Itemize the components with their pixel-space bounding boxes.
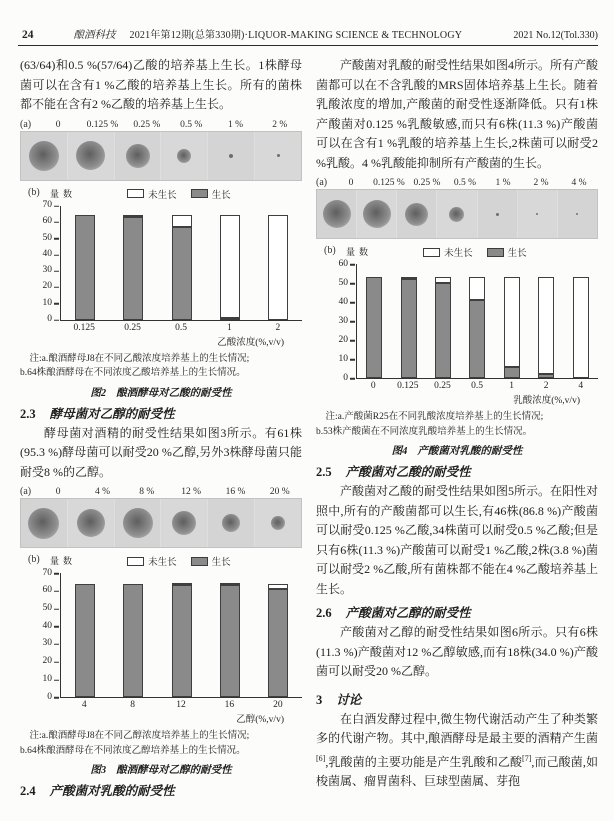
y-tick-label: 30 [338, 315, 348, 326]
bar-slot [61, 573, 109, 697]
bar-slot [206, 206, 254, 320]
y-tick-label: 40 [42, 620, 52, 631]
paragraph-acetic-tolerance: (63/64)和0.5 %(57/64)乙酸的培养基上生长。1株酵母菌可以在含有1 %乙酸的培养基上生长。所有的菌株都不能在含有2 %乙酸的培养基上生长。 [20, 58, 302, 111]
concentration-label: 2 % [272, 119, 288, 130]
y-axis-label: 数量 [345, 247, 368, 258]
bar-slot [391, 264, 425, 378]
stacked-bar [573, 264, 589, 378]
stacked-bar [435, 264, 451, 378]
y-tick-label: 10 [338, 353, 348, 364]
plot-area [356, 264, 598, 379]
legend-swatch [191, 557, 208, 566]
legend-label: 生长 [211, 190, 231, 201]
concentration-label: 12 % [181, 487, 202, 497]
figure-2a-petri-strip [20, 119, 302, 181]
stacked-bar [469, 264, 485, 378]
page-number: 24 [22, 29, 34, 41]
x-tick-label: 1 [227, 322, 232, 333]
grown-segment [435, 283, 451, 378]
section-2-4-heading: 2.4 产酸菌对乳酸的耐受性 [20, 784, 175, 798]
concentration-labels [36, 487, 302, 497]
grown-segment [268, 589, 288, 697]
figure-4a-petri-strip [316, 177, 598, 239]
colony-spot [76, 141, 105, 170]
y-tick-label: 50 [42, 232, 52, 243]
bar-slot [564, 264, 598, 378]
issue-line: 2021年第12期(总第330期)·LIQUOR-MAKING SCIENCE & TECHNOLOGY [129, 30, 463, 41]
figure-3-caption: 图3 酿酒酵母对乙醇的耐受性 [90, 765, 232, 776]
stacked-bar [504, 264, 520, 378]
petri-dish-panel [317, 190, 357, 238]
figure-2-note: 注:a.酿酒酵母J8在不同乙酸浓度培养基上的生长情况; b.64株酿酒酵母在不同浓度乙酸培养基上的生长情况。 [20, 353, 250, 378]
x-tick-label: 0 [370, 381, 376, 391]
paragraph-acetic-tolerance-acid-bacteria: 产酸菌对乙酸的耐受性结果如图5所示。在阳性对照中,所有的产酸菌都可以生长,有46株(86.8 %)产酸菌可以耐受0.125 %乙酸,34株菌可以耐受0.5 %乙酸;但是只有6株(11.3 %)产酸菌可以耐受1 %乙酸,2株(3.8 %)菌可以耐受2 %乙酸,所有菌株都不能在4 %乙酸培养基上生长。 [316, 484, 599, 596]
bar-slot [157, 206, 205, 320]
section-2-5-heading: 2.5 产酸菌对乙酸的耐受性 [316, 465, 471, 479]
stacked-bar [268, 206, 288, 320]
x-tick-labels [60, 323, 302, 333]
grown-segment [172, 585, 192, 697]
chart-legend [127, 554, 231, 568]
x-tick-label: 20 [273, 700, 283, 710]
petri-dish-panel [255, 132, 301, 180]
figure-4-note: 注:a.产酸菌R25在不同乳酸浓度培养基上的生长情况; b.53株产酸菌在不同浓度乳酸培养基上的生长情况。 [316, 412, 544, 437]
stacked-bar [75, 573, 95, 697]
legend-item [127, 554, 177, 568]
stacked-bar [268, 573, 288, 697]
petri-dish-panel [21, 499, 68, 547]
grown-segment [220, 585, 240, 697]
legend-swatch [127, 557, 144, 566]
panel-b-label: (b) [28, 186, 40, 198]
concentration-label: 8 % [139, 487, 155, 497]
y-tick-label: 20 [42, 281, 52, 292]
petri-dish-panel [518, 190, 558, 238]
concentration-label: 4 % [94, 487, 111, 497]
grown-segment [538, 374, 554, 378]
x-tick-labels [356, 381, 598, 391]
colony-spot [323, 200, 351, 228]
concentration-label: 0.125 % [86, 119, 119, 130]
grown-segment [75, 215, 95, 319]
concentration-label: 1 % [495, 178, 511, 188]
y-tick-label: 70 [42, 567, 52, 578]
legend-item [423, 245, 473, 259]
petri-dish-panel [161, 499, 208, 547]
bar-slot [357, 264, 391, 378]
grown-segment [123, 584, 143, 697]
x-tick-label: 0.5 [175, 322, 187, 333]
concentration-label: 2 % [533, 178, 549, 188]
concentration-label: 0.5 % [180, 119, 203, 130]
concentration-label: 20 % [269, 487, 290, 497]
x-tick-label: 2 [275, 322, 281, 333]
x-axis-label: 乙醇(%,v/v) [236, 715, 284, 725]
colony-spot [222, 514, 240, 532]
page-header [22, 26, 598, 42]
stacked-bar [366, 264, 382, 378]
colony-spot [271, 516, 285, 530]
bar-slot [426, 264, 460, 378]
grown-segment [220, 318, 240, 320]
x-tick-label: 4 [578, 381, 584, 391]
petri-dish-panel [21, 132, 68, 180]
legend-item [191, 554, 231, 568]
concentration-label: 1 % [227, 119, 243, 130]
panel-a-label: (a) [316, 177, 328, 188]
petri-dish-images [316, 189, 598, 239]
x-tick-label: 0.25 [124, 322, 141, 333]
legend-label: 生长 [507, 249, 527, 259]
reference-6: [6] [316, 753, 326, 763]
figure-2-caption: 图2 酿酒酵母对乙酸的耐受性 [90, 387, 232, 399]
y-tick-label: 0 [47, 691, 52, 702]
grown-segment [75, 584, 95, 697]
stacked-bar [220, 206, 240, 320]
stacked-bar [538, 264, 554, 378]
colony-spot [172, 511, 196, 535]
bar-slot [109, 573, 157, 697]
paragraph-discussion: 在白酒发酵过程中,微生物代谢活动产生了种类繁多的代谢产物。其中,酿酒酵母是最主要的酒精产生菌[6],乳酸菌的主要功能是产生乳酸和乙酸[7],而己酸菌,如梭菌属、瘤胃菌科、巨球型菌属、芽孢 [316, 711, 598, 788]
colony-spot [229, 154, 233, 158]
section-2-6-heading: 2.6 产酸菌对乙醇的耐受性 [316, 606, 471, 620]
not-grown-segment [469, 277, 485, 300]
stacked-bar [220, 573, 240, 697]
grown-segment [123, 217, 143, 320]
colony-spot [496, 213, 499, 216]
x-tick-label: 16 [224, 700, 235, 710]
colony-spot [405, 203, 428, 226]
right-column [316, 54, 598, 801]
petri-dish-panel [115, 499, 162, 547]
concentration-label: 0 [55, 119, 61, 130]
petri-dish-panel [208, 132, 255, 180]
y-tick-label: 70 [42, 199, 52, 210]
y-tick-label: 10 [42, 297, 52, 308]
paragraph-lactic-tolerance: 产酸菌对乳酸的耐受性结果如图4所示。所有产酸菌都可以在不含乳酸的MRS固体培养基上生长。随着乳酸浓度的增加,产酸菌的耐受性逐渐降低。只有1株产酸菌对0.125 %乳酸敏感,而只有6株(11.3 %)产酸菌可以在含有1 %乳酸的培养基上生长,2株菌可以耐受2 %乳酸。4 %乳酸能抑制所有产酸菌的生长。 [316, 58, 599, 170]
y-tick-label: 50 [338, 277, 348, 288]
concentration-labels [36, 120, 302, 130]
colony-spot [536, 213, 538, 215]
not-grown-segment [504, 277, 520, 366]
colony-spot [126, 144, 150, 168]
y-axis-label: 数量 [49, 556, 72, 567]
y-tick-label: 10 [42, 673, 52, 684]
y-tick-label: 20 [42, 655, 52, 666]
colony-spot [29, 141, 59, 171]
y-tick-label: 60 [42, 584, 52, 595]
not-grown-segment [538, 277, 554, 374]
grown-segment [172, 227, 192, 320]
panel-b-label: (b) [28, 554, 40, 565]
not-grown-segment [573, 277, 589, 378]
paragraph-ethanol-tolerance-yeast: 酵母菌对酒精的耐受性结果如图3所示。有61株(95.3 %)酵母菌可以耐受20 %乙醇,另外3株酵母菌只能耐受8 %的乙醇。 [20, 425, 302, 479]
x-tick-label: 0.5 [471, 381, 483, 391]
y-tick-label: 20 [338, 334, 348, 345]
figure-4b-bar-chart [316, 245, 598, 406]
y-tick-label: 50 [42, 602, 52, 613]
bar-slot [254, 573, 302, 697]
chart-legend [127, 187, 231, 201]
y-tick-label: 30 [42, 638, 52, 649]
legend-label: 未生长 [148, 190, 177, 201]
x-tick-label: 12 [176, 700, 186, 710]
legend-label: 未生长 [148, 558, 177, 568]
petri-dish-panel [115, 132, 162, 180]
legend-item [127, 187, 177, 201]
legend-item [191, 187, 231, 201]
y-tick-label: 40 [42, 248, 52, 259]
plot-area [60, 573, 302, 698]
x-tick-label: 4 [81, 700, 87, 710]
y-tick-label: 60 [42, 216, 52, 227]
panel-a-label: (a) [20, 118, 32, 130]
x-tick-label: 0.125 [397, 381, 419, 391]
figure-2b-bar-chart [20, 187, 302, 348]
legend-label: 生长 [211, 558, 231, 568]
paragraph-ethanol-tolerance-acid-bacteria: 产酸菌对乙醇的耐受性结果如图6所示。只有6株(11.3 %)产酸菌对12 %乙醇敏感,而有18株(34.0 %)产酸菌可以耐受20 %乙醇。 [316, 625, 598, 678]
concentration-label: 0 [55, 487, 61, 497]
colony-spot [177, 149, 191, 163]
concentration-labels [332, 178, 598, 188]
concentration-label: 0.25 % [413, 178, 441, 188]
concentration-label: 0 [348, 178, 354, 188]
bar-slot [206, 573, 254, 697]
x-axis-label: 乙酸浓度(%,v/v) [217, 337, 284, 348]
chart-legend [423, 245, 527, 259]
concentration-label: 4 % [571, 178, 587, 188]
legend-swatch [423, 248, 440, 257]
y-axis [34, 567, 60, 702]
colony-spot [77, 509, 105, 537]
bar-slot [529, 264, 563, 378]
issue-number: 2021 No.12(Tol.330) [513, 30, 598, 41]
petri-dish-images [20, 131, 302, 181]
stacked-bar [401, 264, 417, 378]
x-tick-label: 1 [509, 381, 514, 391]
figure-3a-petri-strip [20, 486, 302, 548]
x-tick-label: 0.25 [434, 381, 451, 391]
grown-segment [401, 279, 417, 378]
panel-a-label: (a) [20, 486, 32, 497]
x-axis-label: 乳酸浓度(%,v/v) [513, 396, 580, 406]
colony-spot [28, 508, 59, 539]
legend-swatch [191, 189, 208, 198]
colony-spot [277, 154, 280, 157]
reference-7: [7] [522, 753, 532, 763]
two-column-layout [20, 54, 598, 801]
concentration-label: 0.125 % [373, 178, 405, 188]
legend-swatch [487, 248, 504, 257]
legend-item [487, 245, 527, 259]
journal-name: 酿酒科技 [73, 30, 116, 41]
figure-4-caption: 图4 产酸菌对乳酸的耐受性 [391, 446, 523, 457]
y-axis [330, 258, 356, 383]
bar-slot [460, 264, 494, 378]
petri-dish-panel [68, 499, 115, 547]
y-tick-label: 60 [338, 258, 348, 269]
grown-segment [504, 367, 520, 378]
left-column [20, 54, 302, 801]
figure-3-note: 注:a.酿酒酵母J8在不同乙醇浓度培养基上的生长情况; b.64株酿酒酵母在不同浓度乙醇培养基上的生长情况。 [20, 731, 250, 756]
bar-slot [109, 206, 157, 320]
x-tick-labels [60, 700, 302, 710]
petri-dish-panel [397, 190, 437, 238]
concentration-label: 16 % [225, 487, 246, 497]
not-grown-segment [268, 215, 288, 319]
concentration-label: 0.25 % [133, 119, 161, 130]
legend-swatch [127, 189, 144, 198]
x-tick-label: 0.125 [73, 322, 95, 333]
bar-slot [495, 264, 529, 378]
stacked-bar [172, 206, 192, 320]
petri-dish-panel [478, 190, 518, 238]
not-grown-segment [220, 215, 240, 318]
section-3-heading: 3 讨论 [316, 692, 362, 707]
colony-spot [449, 207, 464, 222]
stacked-bar [75, 206, 95, 320]
y-tick-label: 40 [338, 296, 348, 307]
colony-spot [576, 213, 578, 215]
colony-spot [363, 200, 391, 228]
plot-area [60, 206, 302, 321]
y-tick-label: 0 [47, 313, 52, 324]
stacked-bar [172, 573, 192, 697]
petri-dish-panel [68, 132, 115, 180]
bar-slot [61, 206, 109, 320]
x-tick-label: 2 [543, 381, 549, 391]
x-tick-label: 8 [130, 700, 135, 710]
petri-dish-panel [437, 190, 477, 238]
header-rule [18, 45, 598, 46]
bar-slot [254, 206, 302, 320]
grown-segment [366, 277, 382, 378]
bar-slot [157, 573, 205, 697]
petri-dish-panel [357, 190, 397, 238]
y-tick-label: 30 [42, 264, 52, 275]
petri-dish-panel [161, 132, 208, 180]
colony-spot [123, 508, 153, 538]
not-grown-segment [172, 215, 192, 226]
stacked-bar [123, 206, 143, 320]
petri-dish-panel [255, 499, 301, 547]
legend-label: 未生长 [444, 249, 473, 259]
petri-dish-images [20, 498, 302, 548]
grown-segment [469, 300, 485, 378]
section-2-3-heading: 2.3 酵母菌对乙醇的耐受性 [20, 406, 175, 421]
y-axis [34, 199, 60, 324]
petri-dish-panel [208, 499, 255, 547]
stacked-bar [123, 573, 143, 697]
y-tick-label: 0 [343, 372, 348, 383]
figure-3b-bar-chart [20, 554, 302, 725]
panel-b-label: (b) [324, 245, 336, 256]
concentration-label: 0.5 % [453, 178, 477, 188]
y-axis-label: 数量 [49, 188, 72, 200]
petri-dish-panel [558, 190, 597, 238]
